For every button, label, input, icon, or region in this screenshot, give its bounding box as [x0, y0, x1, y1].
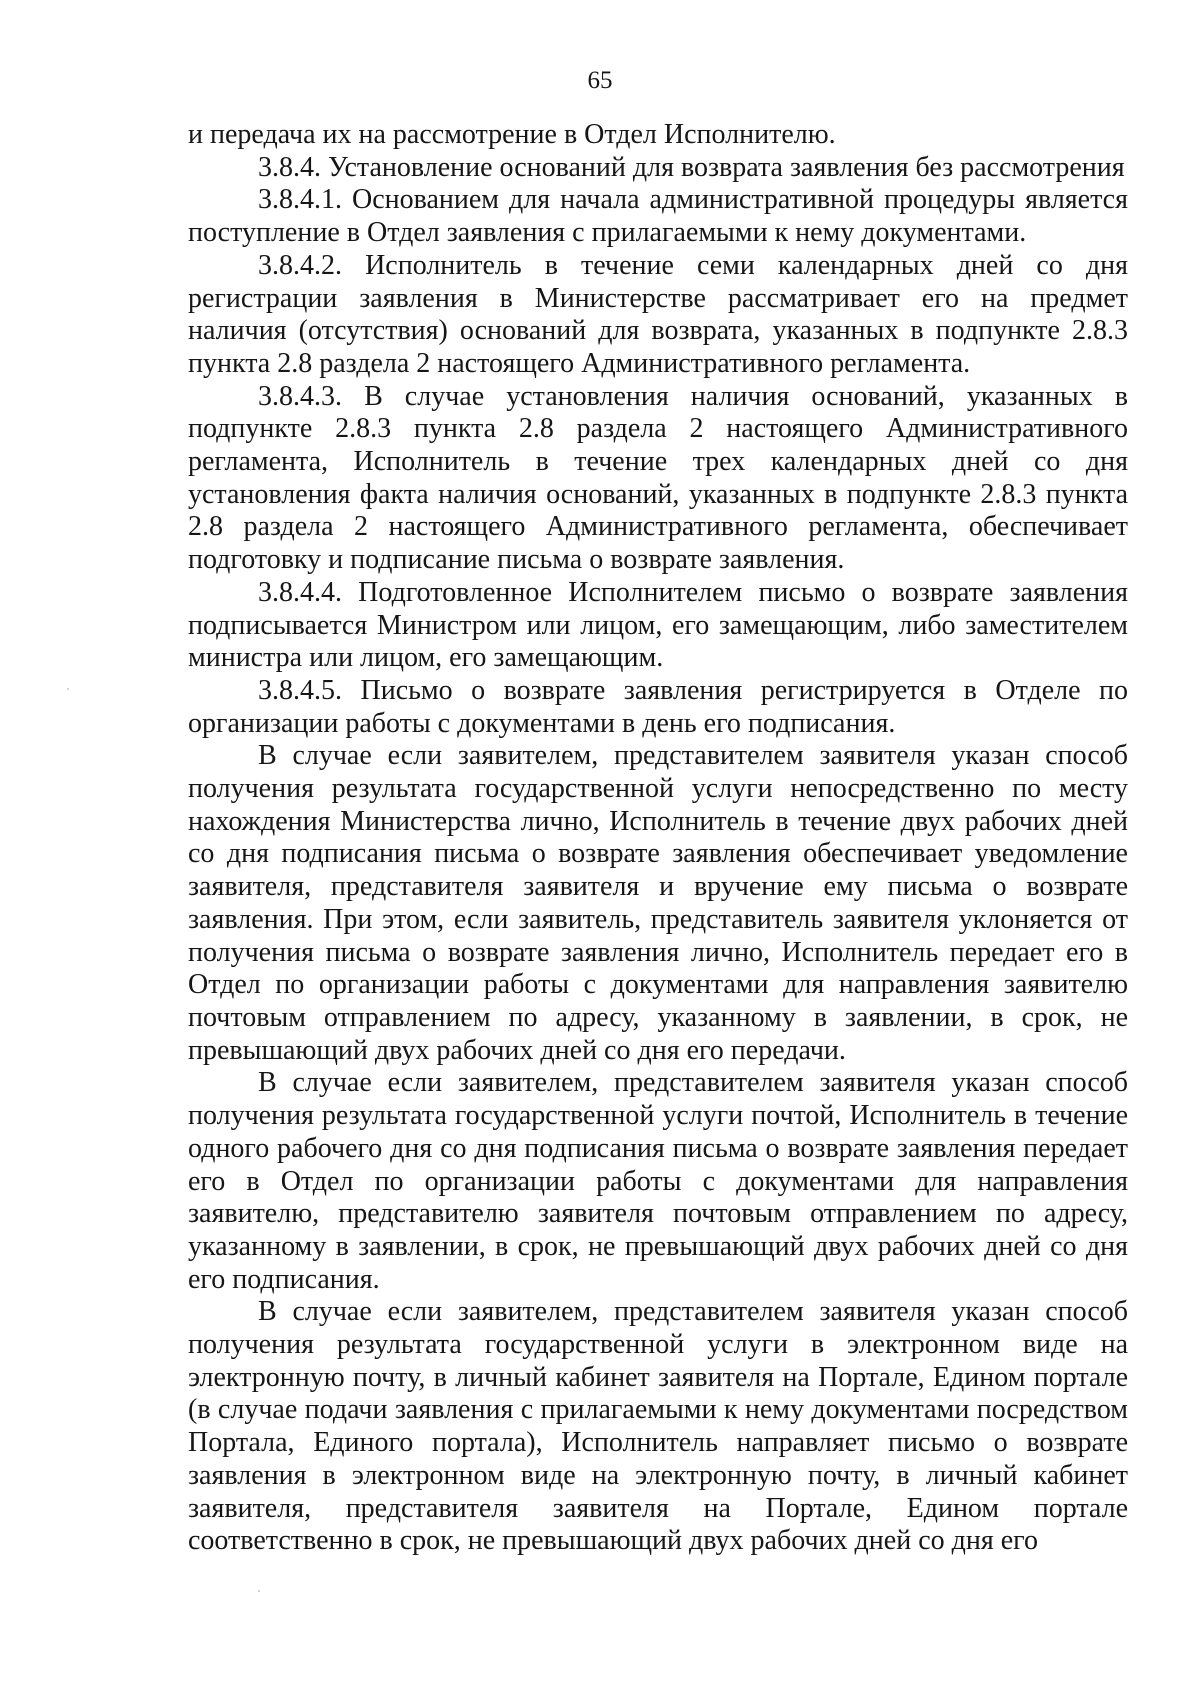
paragraph-electronic-delivery: В случае если заявителем, представителем заявителя указан способ получения результата государственной услуги в электронном виде на электронную почту, в личный кабинет заявителя на Портале, Едином портале (в случае подачи заявления с прилагаемыми к нему документами посредством Портала, Единого портала), Исполнитель направляет письмо о возврате заявления в электронном виде на электронную почту, в личный кабинет заявителя, представителя заявителя на Портале, Едином портале соответственно в срок, не превышающий двух рабочих дней со дня его — [188, 1296, 1128, 1557]
paragraph-3-8-4-5: 3.8.4.5. Письмо о возврате заявления регистрируется в Отделе по организации работы с документами в день его подписания. — [188, 674, 1128, 739]
paragraph-personal-delivery: В случае если заявителем, представителем заявителя указан способ получения результата государственной услуги непосредственно по месту нахождения Министерства лично, Исполнитель в течение двух рабочих дней со дня подписания письма о возврате заявления обеспечивает уведомление заявителя, представителя заявителя и вручение ему письма о возврате заявления. При этом, если заявитель, представитель заявителя уклоняется от получения письма о возврате заявления лично, Исполнитель передает его в Отдел по организации работы с документами для направления заявителю почтовым отправлением по адресу, указанному в заявлении, в срок, не превышающий двух рабочих дней со дня его передачи. — [188, 740, 1128, 1066]
scan-speck — [258, 1590, 260, 1592]
paragraph-3-8-4-1: 3.8.4.1. Основанием для начала административной процедуры является поступление в Отдел заявления с прилагаемыми к нему документами. — [188, 184, 1128, 249]
scan-speck — [67, 688, 69, 690]
document-body — [188, 119, 1128, 1558]
paragraph-continuation: и передача их на рассмотрение в Отдел Исполнителю. — [188, 119, 836, 150]
page-number: 65 — [587, 67, 613, 94]
paragraph-3-8-4-4: 3.8.4.4. Подготовленное Исполнителем письмо о возврате заявления подписывается Министром или лицом, его замещающим, либо заместителем министра или лицом, его замещающим. — [188, 576, 1128, 674]
paragraph-3-8-4-2: 3.8.4.2. Исполнитель в течение семи календарных дней со дня регистрации заявления в Министерстве рассматривает его на предмет наличия (отсутствия) оснований для возврата, указанных в подпункте 2.8.3 пункта 2.8 раздела 2 настоящего Административного регламента. — [188, 249, 1128, 379]
paragraph-3-8-4-heading: 3.8.4. Установление оснований для возврата заявления без рассмотрения — [258, 151, 1125, 183]
paragraph-postal-delivery: В случае если заявителем, представителем заявителя указан способ получения результата государственной услуги почтой, Исполнитель в течение одного рабочего дня со дня подписания письма о возврате заявления передает его в Отдел по организации работы с документами для направления заявителю, представителю заявителя почтовым отправлением по адресу, указанному в заявлении, в срок, не превышающий двух рабочих дней со дня его подписания. — [188, 1067, 1128, 1295]
paragraph-3-8-4-3: 3.8.4.3. В случае установления наличия оснований, указанных в подпункте 2.8.3 пункта 2.8 раздела 2 настоящего Административного регламента, Исполнитель в течение трех календарных дней со дня установления факта наличия оснований, указанных в подпункте 2.8.3 пункта 2.8 раздела 2 настоящего Административного регламента, обеспечивает подготовку и подписание письма о возврате заявления. — [188, 380, 1128, 576]
